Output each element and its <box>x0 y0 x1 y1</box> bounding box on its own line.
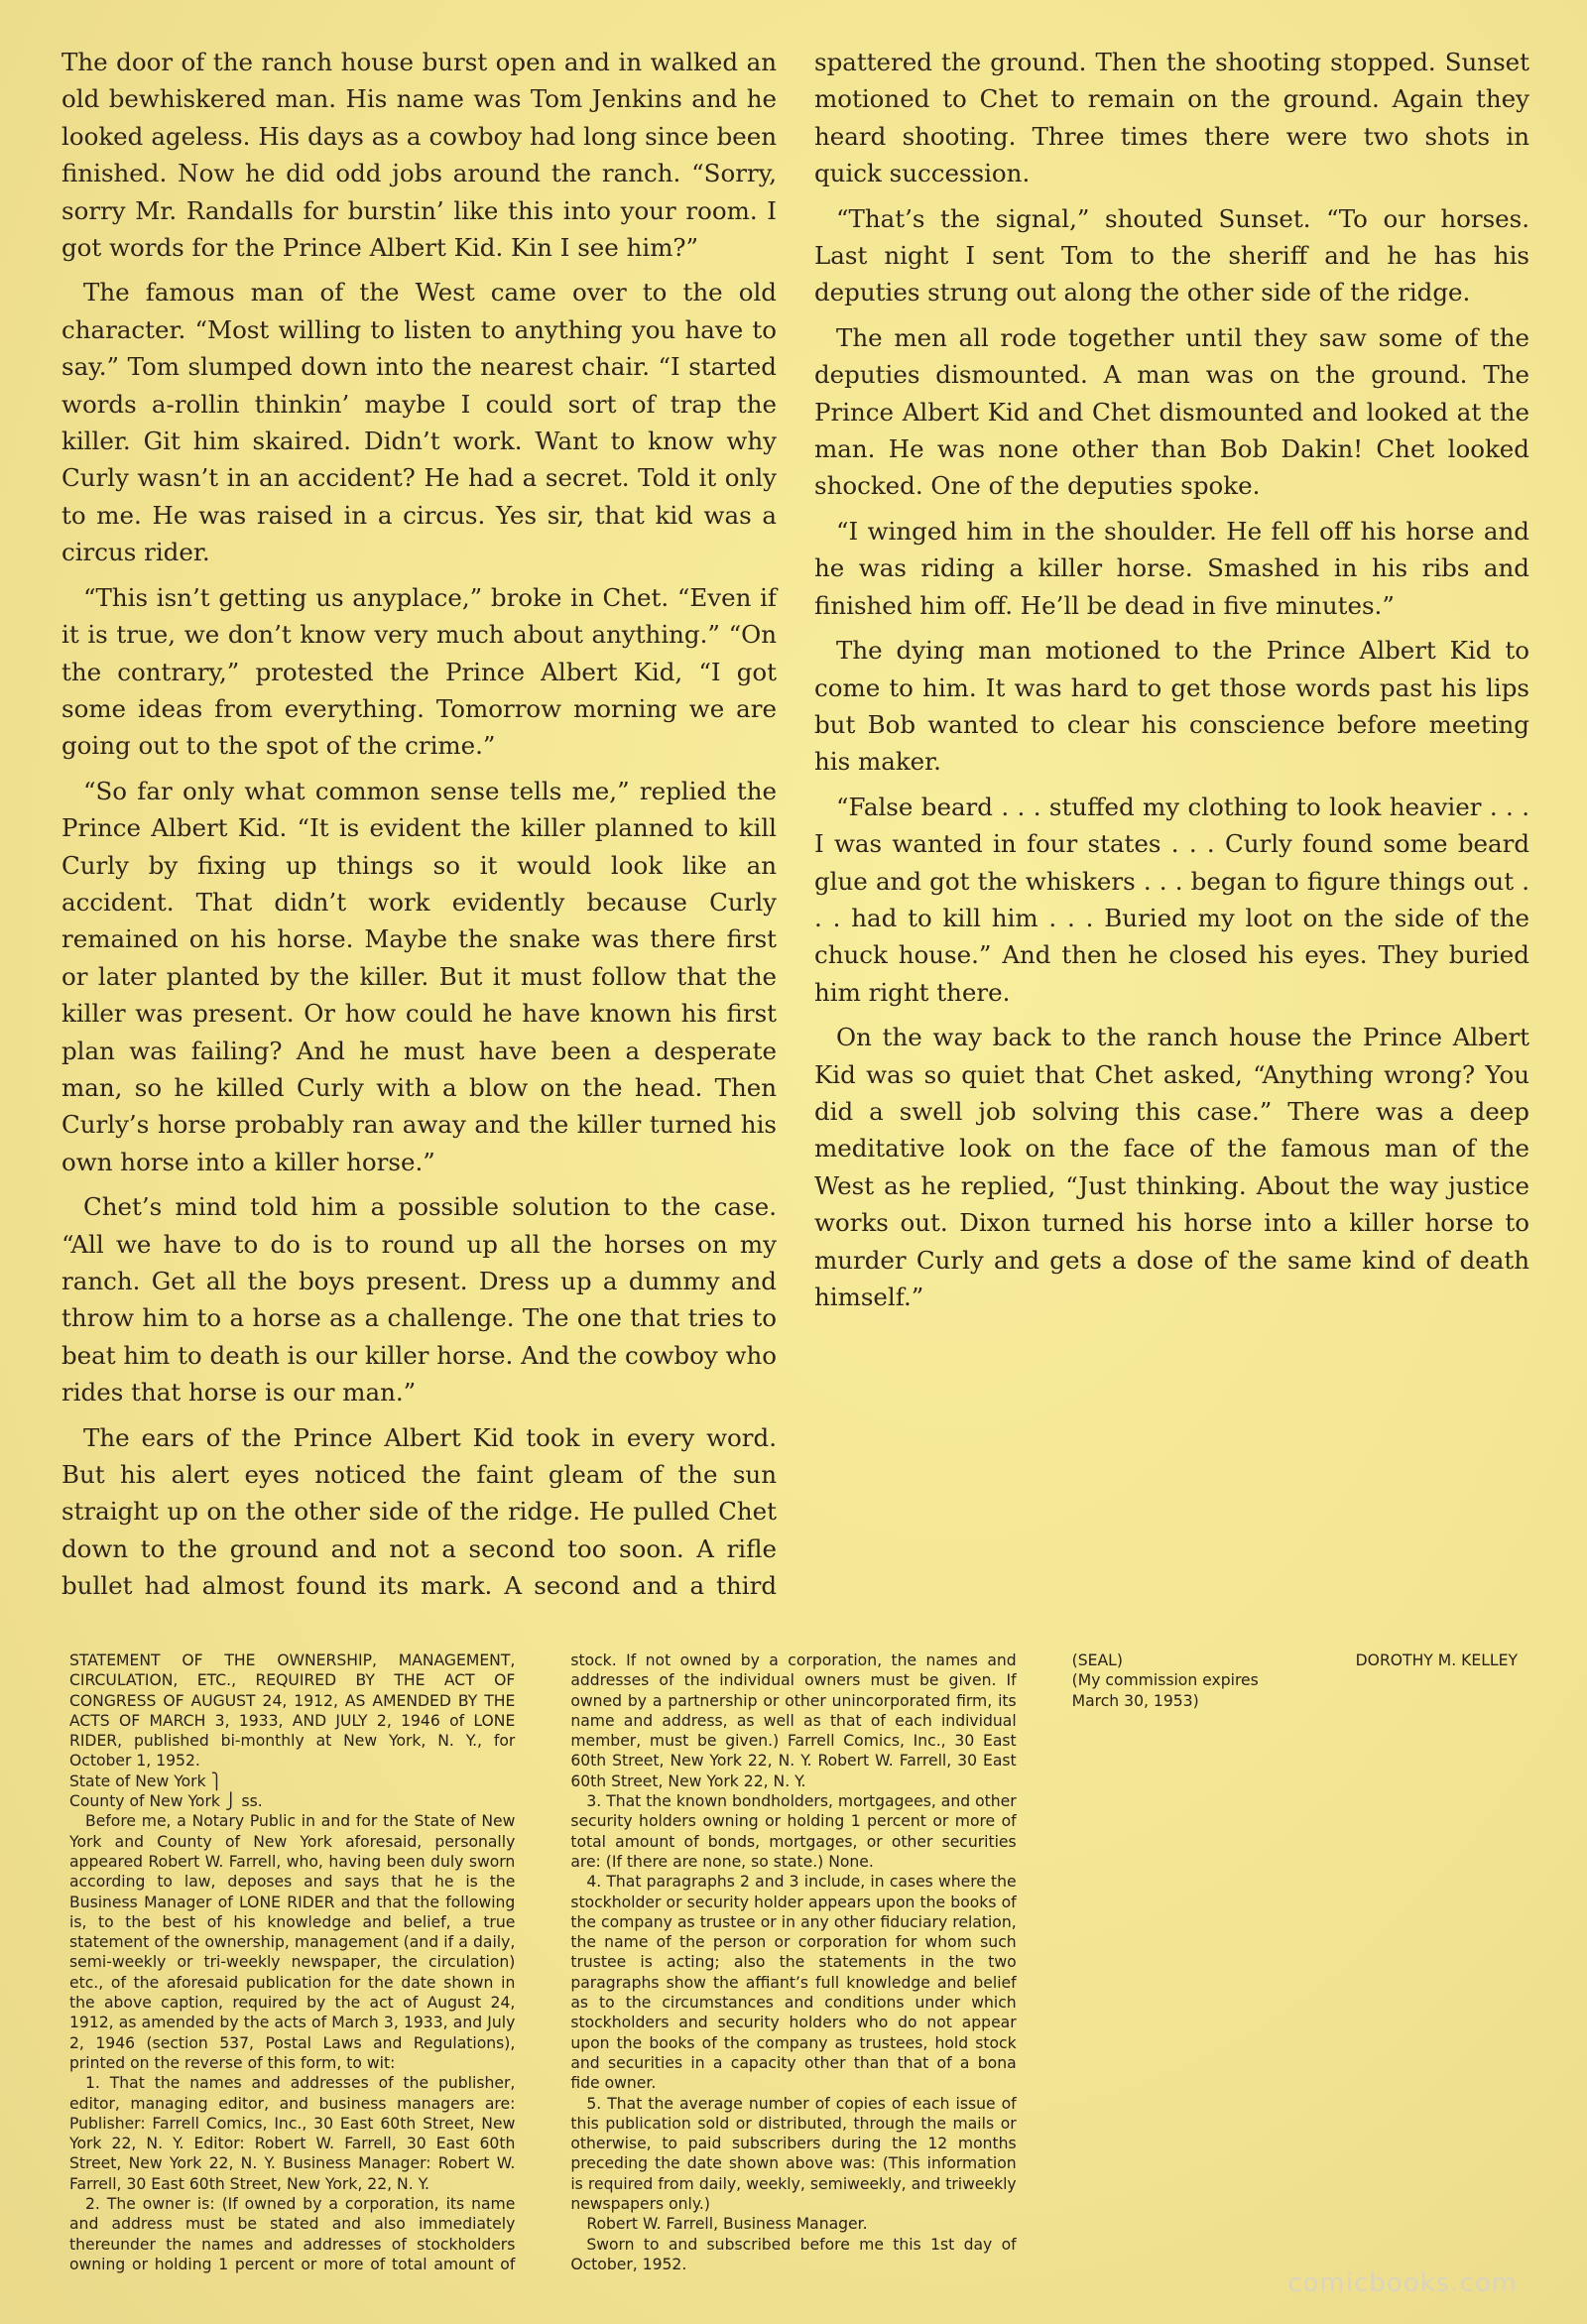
statement-heading: STATEMENT OF THE OWNERSHIP, MANAGEMENT, CIRCULATION, ETC., REQUIRED BY THE ACT OF CONGRESS OF AUGUST 24, 1912, AS AMENDED BY THE ACTS OF MARCH 3, 1933, AND JULY 2, 1946 of LONE RIDER, published bi-monthly at New York, N. Y., for October 1, 1952. <box>69 1651 516 1771</box>
story-paragraph: “False beard . . . stuffed my clothing to look heavier . . . I was wanted in four states . . . Curly found some beard glue and got the whiskers . . . began to figure things out . . . had to kill him . . . Buried my loot on the side of the chuck house.” And then he closed his eyes. They buried him right there. <box>814 792 1529 1007</box>
story-paragraph: The door of the ranch house burst open and in walked an old bewhiskered man. His name was Tom Jenkins and he looked ageless. His days as a cowboy had long since been finished. Now he did odd jobs around the ranch. “Sorry, sorry Mr. Randalls for burstin’ like this into your room. I got words for the Prince Albert Kid. Kin I see him?” <box>61 48 777 263</box>
story-paragraph: The famous man of the West came over to the old character. “Most willing to listen to anything you have to say.” Tom slumped down into the nearest chair. “I started words a-rollin thinkin’ maybe I could sort of trap the killer. Git him skaired. Didn’t work. Want to know why Curly wasn’t in an accident? He had a secret. Told it only to me. He was raised in a circus. Yes sir, that kid was a circus rider. <box>61 278 777 567</box>
ownership-statement <box>69 1651 1518 2285</box>
statement-paragraph: 4. That paragraphs 2 and 3 include, in cases where the stockholder or security holder appears upon the books of the company as trustee or in any other fiduciary relation, the name of the person or corporation for whom such trustee is acting; also the statements in the two paragraphs show the affiant’s full knowledge and belief as to the circumstances and conditions under which stockholders and security holders who do not appear upon the books of the company as trustees, hold stock and securities in a capacity other than that of a bona fide owner. <box>570 1873 1017 2093</box>
story-text <box>61 44 1529 1631</box>
story-paragraph: The dying man motioned to the Prince Albert Kid to come to him. It was hard to get those words past his lips but Bob wanted to clear his conscience before meeting his maker. <box>814 636 1529 777</box>
statement-paragraph: 1. That the names and addresses of the publisher, editor, managing editor, and business managers are: Publisher: Farrell Comics, Inc., 30 East 60th Street, New York 22, N. Y. Editor: Robert W. Farrell, 30 East 60th Street, New York 22, N. Y. Business Manager: Robert W. Farrell, 30 East 60th Street, New York, 22, N. Y. <box>69 2074 516 2193</box>
statement-commission-line-2: March 30, 1953) <box>1071 1691 1199 1710</box>
statement-commission-line-1: (My commission expires <box>1071 1671 1259 1690</box>
statement-paragraph: 2. The owner is: (If owned by a corporation, its name and address must be stated and also immediately thereunder the names and addresses of stockholders owning or holding 1 percent or more of total amount of stock. If not owned by a corporation, the names and addresses of the individual owners must be given. If owned by a partnership or other unincorporated firm, its name and address, as well as that of each individual member, must be given.) Farrell Comics, Inc., 30 East 60th Street, New York 22, N. Y. Robert W. Farrell, 30 East 60th Street, New York 22, N. Y. <box>69 1651 1017 2273</box>
story-paragraph: On the way back to the ranch house the Prince Albert Kid was so quiet that Chet asked, “Anything wrong? You did a swell job solving this case.” There was a deep meditative look on the face of the famous man of the West as he replied, “Just thinking. About the way justice works out. Dixon turned his horse into a killer horse to murder Curly and gets a dose of the same kind of death himself.” <box>814 1023 1529 1311</box>
statement-paragraph: Before me, a Notary Public in and for the State of New York and County of New York aforesaid, personally appeared Robert W. Farrell, who, having been duly sworn according to law, deposes and says that he is the Business Manager of LONE RIDER and that the following is, to the best of his knowledge and belief, a true statement of the ownership, management (and if a daily, semi-weekly or tri-weekly newspaper, the circulation) etc., of the aforesaid publication for the date shown in the above caption, required by the act of August 24, 1912, as amended by the acts of March 3, 1933, and July 2, 1946 (section 537, Postal Laws and Regulations), printed on the reverse of this form, to wit: <box>69 1812 516 2072</box>
story-paragraph: “This isn’t getting us anyplace,” broke in Chet. “Even if it is true, we don’t know very much about anything.” “On the contrary,” protested the Prince Albert Kid, “I got some ideas from everything. Tomorrow morning we are going out to the spot of the crime.” <box>61 582 777 761</box>
story-paragraph: The ears of the Prince Albert Kid took in every word. But his alert eyes noticed the faint gleam of the sun straight up on the other side of the ridge. He pulled Chet down to the ground and not a second too soon. A rifle bullet had almost found its mark. A second and a third spattered the ground. Then the shooting stopped. Sunset motioned to Chet to remain on the ground. Again they heard shooting. Three times there were two shots in quick succession. <box>61 48 1529 1601</box>
site-watermark: comicbooks.com <box>1287 2268 1518 2298</box>
statement-paragraph: 3. That the known bondholders, mortgagees, and other security holders owning or holding 1 percent or more of total amount of bonds, mortgages, or other securities are: (If there are none, so state.) None. <box>570 1792 1017 1871</box>
statement-seal: (SEAL) <box>1071 1651 1123 1669</box>
story-paragraph: “That’s the signal,” shouted Sunset. “To our horses. Last night I sent Tom to the sheriff and he has his deputies strung out along the other side of the ridge. <box>814 203 1529 307</box>
story-paragraph: “I winged him in the shoulder. He fell off his horse and he was riding a killer horse. Smashed in his ribs and finished him off. He’ll be dead in five minutes.” <box>814 516 1529 620</box>
statement-seal-row <box>1072 1651 1518 1670</box>
story-paragraph: The men all rode together until they saw some of the deputies dismounted. A man was on the ground. The Prince Albert Kid and Chet dismounted and looked at the man. He was none other than Bob Dakin! Chet looked shocked. One of the deputies spoke. <box>814 322 1529 501</box>
statement-sworn: Sworn to and subscribed before me this 1st day of October, 1952. <box>570 2235 1017 2273</box>
statement-paragraph: 5. That the average number of copies of each issue of this publication sold or distributed, through the mails or otherwise, to paid subscribers during the 12 months preceding the date shown above was: (This information is required from daily, weekly, semiweekly, and triweekly newspapers only.) <box>570 2094 1017 2214</box>
statement-signer: Robert W. Farrell, Business Manager. <box>586 2215 868 2234</box>
statement-venue-county: County of New York ⎭ ss. <box>69 1792 263 1811</box>
story-paragraph: Chet’s mind told him a possible solution to the case. “All we have to do is to round up all the horses on my ranch. Get all the boys present. Dress up a dummy and throw him to a horse as a challenge. The one that tries to beat him to death is our killer horse. And the cowboy who rides that horse is our man.” <box>61 1192 777 1407</box>
story-paragraph: “So far only what common sense tells me,” replied the Prince Albert Kid. “It is evident the killer planned to kill Curly by fixing up things so it would look like an accident. That didn’t work evidently because Curly remained on his horse. Maybe the snake was there first or later planted by the killer. But it must follow that the killer was present. Or how could he have known his first plan was failing? And he must have been a desperate man, so he killed Curly with a blow on the head. Then Curly’s horse probably ran away and the killer turned his own horse into a killer horse.” <box>61 776 777 1176</box>
statement-notary: DOROTHY M. KELLEY <box>1355 1651 1518 1669</box>
statement-venue-state: State of New York ⎫ <box>69 1772 223 1790</box>
